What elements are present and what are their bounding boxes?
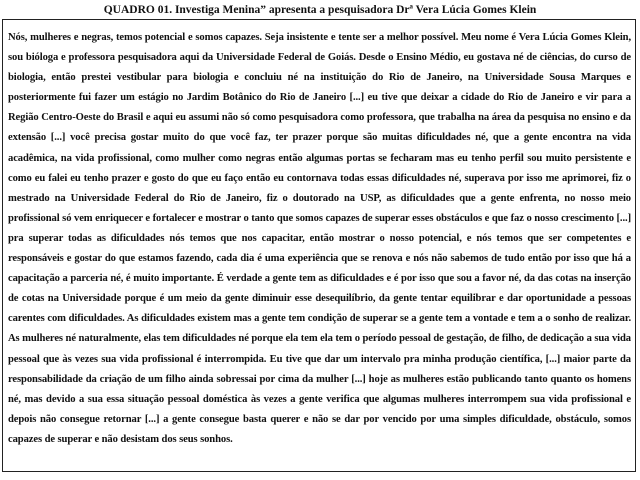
quote-box xyxy=(2,19,636,472)
document-title: QUADRO 01. Investiga Menina” apresenta a pesquisadora Drª Vera Lúcia Gomes Klein xyxy=(103,4,537,16)
quote-text: Nós, mulheres e negras, temos potencial e somos capazes. Seja insistente e tente ser a melhor possível. Meu nome é Vera Lúcia Gomes Klein, sou bióloga e professora pesquisadora aqui da Universidade Federal de Goiás. Desde o Ensino Médio, eu gostava né de ciências, do curso de biologia, então prestei vestibular para biologia e concluiu né na instituição do Rio de Janeiro, na Universidade Sousa Marques e posteriormente fui fazer um estágio no Jardim Botânico do Rio de Janeiro [...] eu tive que deixar a cidade do Rio de Janeiro e vir para a Região Centro-Oeste do Brasil e aqui eu assumi não só como pesquisadora como professora, que trabalha na área da pesquisa no ensino e da extensão [...] você precisa gostar muito do que você faz, ter prazer porque são muitas dificuldades né, que a gente encontra na vida acadêmica, na vida profissional, como mulher como negras então algumas portas se fecharam mas eu tenho perfil sou muito persistente e como eu falei eu tenho prazer e gosto do que eu faço então eu contornava todas essas dificuldades né, superava por isso me aprimorei, fiz o mestrado na Universidade Federal do Rio de Janeiro, fiz o doutorado na USP, as dificuldades que a gente enfrenta, no nosso meio profissional só vem enriquecer e fortalecer e mostrar o tanto que somos capazes de superar esses obstáculos e que faz o nosso crescimento [...] pra superar todas as dificuldades nós temos que nos capacitar, então mostrar o nosso potencial, e nós temos que ser competentes e responsáveis e gostar do que estamos fazendo, cada dia é uma experiência que se renova e nós não sabemos de tudo então por isso que há a capacitação a parceria né, é muito importante. É verdade a gente tem as dificuldades e é por isso que sou a favor né, da das cotas na inserção de cotas na Universidade porque é um meio da gente diminuir esse desequilíbrio, da gente tentar equilibrar e dar oportunidade a pessoas carentes com dificuldades. As dificuldades existem mas a gente tem condição de superar se a gente tem a vontade e tem a o sonho de realizar. As mulheres né naturalmente, elas tem dificuldades né porque ela tem ela tem o período pessoal de gestação, de filho, de dedicação a sua vida pessoal que às vezes sua vida profissional é interrompida. Eu tive que dar um intervalo pra minha produção científica, [...] maior parte da responsabilidade da criação de um filho ainda sobressai por cima da mulher [...] hoje as mulheres estão publicando tanto quanto os homens né, mas devido a sua essa situação pessoal doméstica às vezes a gente verifica que algumas mulheres interrompem sua vida profissional e depois não consegue retornar [...] a gente consegue basta querer e não se dar por vencido por uma simples dificuldade, obstáculo, somos capazes de superar e não desistam dos seus sonhos. xyxy=(8,32,631,445)
